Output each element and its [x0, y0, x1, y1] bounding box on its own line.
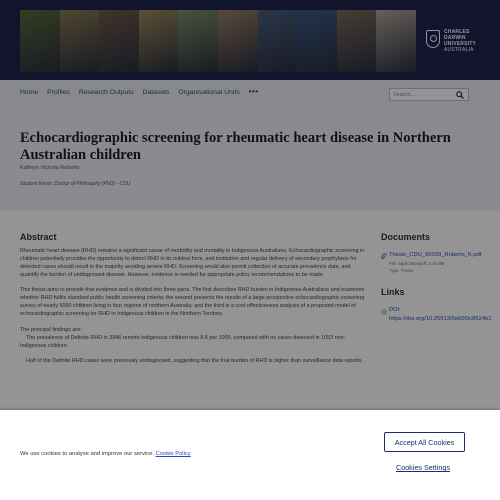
logo-line: UNIVERSITY	[444, 41, 477, 47]
thesis-type: Student thesis: Doctor of Philosophy (PhD) - CDU	[20, 181, 131, 187]
abstract-heading: Abstract	[20, 232, 57, 242]
abstract-paragraph: This thesis aims to provide that evidence and is divided into three parts. The first describes RHD burden in Indigenous Australians and examines whether RHD fulfils standard public health screening criteria; the second presents the results of a large prospective echocardiographic screening survey of nearly 5000 children living in four regions of northern Australia; and the third is a cost effectiveness analysis of a proposed model of echocardiographic screening for RHD in Indigenous children in the Northern Territory.	[20, 287, 365, 318]
abstract-paragraph: Rheumatic heart disease (RHD) remains a significant cause of morbidity and mortality in Indigenous Australians. Echocardiographic screening in children potentially provides the opportunity to detect RHD in its mildest form, and institution and regular delivery of secondary prophylaxis for detected cases should result in the majority avoiding severe RHD. Screening would also permit collection of accurate prevalence data, and quantify the burden of undiagnosed disease. However, evidence is needed for appropriate policy recommendations to be made.	[20, 248, 365, 278]
author-link[interactable]: Kathryn Victoria Roberts	[20, 165, 80, 171]
documents-heading: Documents	[381, 232, 431, 242]
logo-line: DARWIN	[444, 35, 466, 41]
document-type-info: Type: Thesis	[389, 268, 414, 273]
nav-more-button[interactable]: •••	[248, 87, 259, 96]
cookies-settings-link[interactable]: Cookies Settings	[396, 463, 450, 472]
document-file-info: File: application/pdf, 3.46 MB	[389, 261, 445, 266]
document-file-link[interactable]: Thesis_CDU_60339_Roberts_K.pdf	[389, 252, 482, 258]
abstract-paragraph: Half of the Definite RHD cases were previously undiagnosed, suggesting that the true burden of RHD is higher than surveillance data reports.	[20, 358, 363, 365]
logo-line: CHARLES	[444, 29, 470, 35]
nav-item-organisational-units[interactable]: Organisational Units	[178, 89, 240, 96]
accept-all-cookies-button[interactable]: Accept All Cookies	[384, 432, 465, 452]
cookie-policy-link[interactable]: Cookie Policy	[155, 451, 191, 457]
nav-item-datasets[interactable]: Datasets	[142, 89, 170, 96]
nav-item-profiles[interactable]: Profiles	[47, 89, 70, 96]
logo-line: AUSTRALIA	[444, 47, 474, 53]
doi-label: DOI:	[389, 307, 401, 313]
cookie-message	[20, 451, 191, 457]
page-title: Echocardiographic screening for rheumatic heart disease in Northern Australian children	[20, 130, 451, 163]
nav-item-research-outputs[interactable]: Research Outputs	[78, 89, 134, 96]
cookie-message-text: We use cookies to analyse and improve our service.	[20, 451, 154, 457]
links-heading: Links	[381, 287, 405, 297]
nav-item-home[interactable]: Home	[20, 89, 39, 96]
doi-link[interactable]: https://doi.org/10.25913/5eb0f3c8624b1	[389, 316, 492, 322]
abstract-paragraph: The principal findings are: The prevalence of Definite RHD in 3946 remote Indigenous children was 8.6 per 1000, compared with no cases detected in 1053 non-Indigenous children.	[20, 326, 346, 349]
